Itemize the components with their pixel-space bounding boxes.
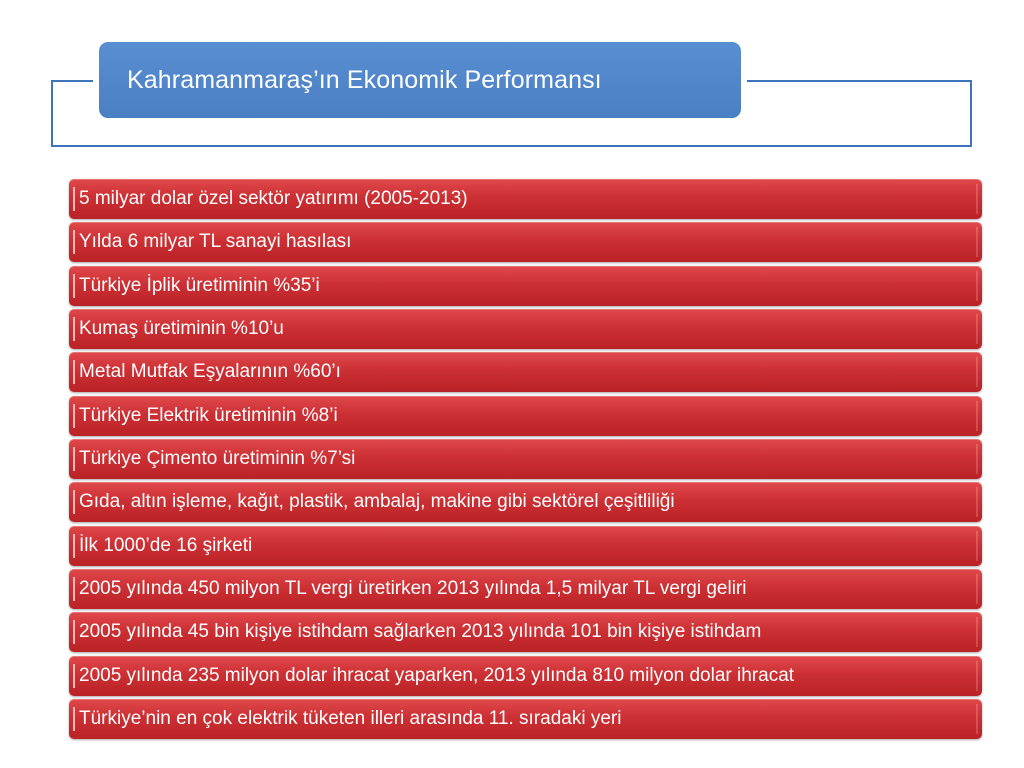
list-item: Yılda 6 milyar TL sanayi hasılası xyxy=(69,222,982,262)
list-item: İlk 1000’de 16 şirketi xyxy=(69,526,982,566)
list-item: Türkiye’nin en çok elektrik tüketen illeri arasında 11. sıradaki yeri xyxy=(69,699,982,739)
list-item: Türkiye Çimento üretiminin %7’si xyxy=(69,439,982,479)
list-item: 5 milyar dolar özel sektör yatırımı (2005-2013) xyxy=(69,179,982,219)
list-item: 2005 yılında 45 bin kişiye istihdam sağlarken 2013 yılında 101 bin kişiye istihdam xyxy=(69,612,982,652)
list-item: Türkiye İplik üretiminin %35’i xyxy=(69,266,982,306)
item-list xyxy=(69,179,982,742)
list-item: 2005 yılında 235 milyon dolar ihracat yaparken, 2013 yılında 810 milyon dolar ihracat xyxy=(69,656,982,696)
list-item: Gıda, altın işleme, kağıt, plastik, ambalaj, makine gibi sektörel çeşitliliği xyxy=(69,482,982,522)
list-item: 2005 yılında 450 milyon TL vergi üretirken 2013 yılında 1,5 milyar TL vergi geliri xyxy=(69,569,982,609)
list-item: Kumaş üretiminin %10’u xyxy=(69,309,982,349)
slide-title: Kahramanmaraş’ın Ekonomik Performansı xyxy=(99,42,741,118)
list-item: Metal Mutfak Eşyalarının %60’ı xyxy=(69,352,982,392)
list-item: Türkiye Elektrik üretiminin %8’i xyxy=(69,396,982,436)
